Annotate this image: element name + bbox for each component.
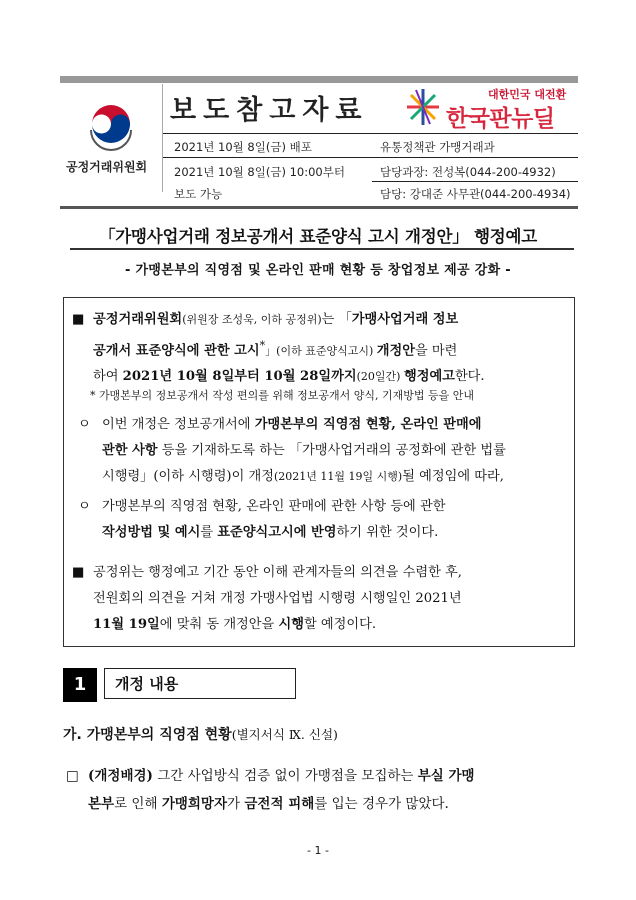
sub-title: - 가맹본부의 직영점 및 온라인 판매 현황 등 창업정보 제공 강화 - <box>125 263 511 278</box>
government-emblem-icon <box>86 100 136 156</box>
subsection-paren: (별지서식 Ⅸ. 신설) <box>231 727 338 742</box>
main-title: 「가맹사업거래 정보공개서 표준양식 고시 개정안」 행정예고 <box>98 227 538 246</box>
subsection-heading <box>63 724 338 744</box>
agency-name: 공정거래위원회 <box>93 312 183 327</box>
brand-slogan: 대한민국 대전환 <box>488 88 567 101</box>
korean-new-deal-logo-icon <box>404 86 442 128</box>
header-top-rule <box>60 76 578 83</box>
embargo-line-2: 보도 가능 <box>174 187 223 201</box>
section-title: 개정 내용 <box>104 668 296 699</box>
header-row-rule-2 <box>163 157 578 158</box>
embargo-line-1: 2021년 10월 8일(금) 10:00부터 <box>174 165 345 179</box>
distribution-date: 2021년 10월 8일(금) 배포 <box>174 140 312 154</box>
brand-name: 한국판뉴딜 <box>446 106 555 132</box>
contact-rule <box>372 181 578 182</box>
summary-paragraph-4: 공정위는 행정예고 기간 동안 이해 관계자들의 의견을 수렴한 후, 전원회의 의견을 거쳐 개정 가맹사업법 시행령 시행일인 2021년 11월 19일에 맞춰 동 개정안을 시행할 예정이다. <box>93 565 462 632</box>
header-bottom-rule <box>60 206 578 209</box>
summary-bullet-1: ■ <box>72 312 85 327</box>
contact-staff: 담당: 강대준 사무관(044-200-4934) <box>380 187 571 201</box>
document-type-title: 보도참고자료 <box>170 95 369 126</box>
bottom-box-bullet: □ <box>66 768 79 784</box>
section-number: 1 <box>63 668 97 702</box>
summary-paragraph-1: 공정거래위원회(위원장 조성욱, 이하 공정위)는 「가맹사업거래 정보 공개서 표준양식에 관한 고시*」(이하 표준양식고시) 개정안을 마련 하여 2021년 10월 8일부터 10월 28일까지(20일간) 행정예고한다. <box>93 312 485 385</box>
department: 유통정책관 가맹거래과 <box>380 140 495 154</box>
subsection-label: 가. 가맹본부의 직영점 현황 <box>63 727 232 743</box>
page-number: - 1 - <box>307 844 329 857</box>
summary-bullet-2: ㅇ <box>78 417 91 432</box>
header-row-rule-1 <box>163 133 578 134</box>
title-underline <box>70 248 574 250</box>
summary-bullet-3: ㅇ <box>78 499 91 514</box>
summary-paragraph-2: 이번 개정은 정보공개서에 가맹본부의 직영점 현황, 온라인 판매에 관한 사항 등을 기재하도록 하는 「가맹사업거래의 공정화에 관한 법률 시행령」(이하 시행령)이 개정(2021년 11월 19일 시행)될 예정임에 따라, <box>102 417 506 484</box>
summary-paragraph-3: 가맹본부의 직영점 현황, 온라인 판매에 관한 사항 등에 관한 작성방법 및 예시를 표준양식고시에 반영하기 위한 것이다. <box>102 499 446 540</box>
contact-head: 담당과장: 전성복(044-200-4932) <box>380 165 556 179</box>
bottom-paragraph: (개정배경) 그간 사업방식 검증 없이 가맹점을 모집하는 부실 가맹 본부로 인해 가맹희망자가 금전적 피해를 입는 경우가 많았다. <box>88 768 475 812</box>
footnote: * 가맹본부의 정보공개서 작성 편의를 위해 정보공개서 양식, 기재방법 등을 안내 <box>90 389 474 402</box>
header-vertical-divider <box>162 84 163 192</box>
summary-bullet-4: ■ <box>72 565 85 580</box>
org-name: 공정거래위원회 <box>66 160 148 174</box>
